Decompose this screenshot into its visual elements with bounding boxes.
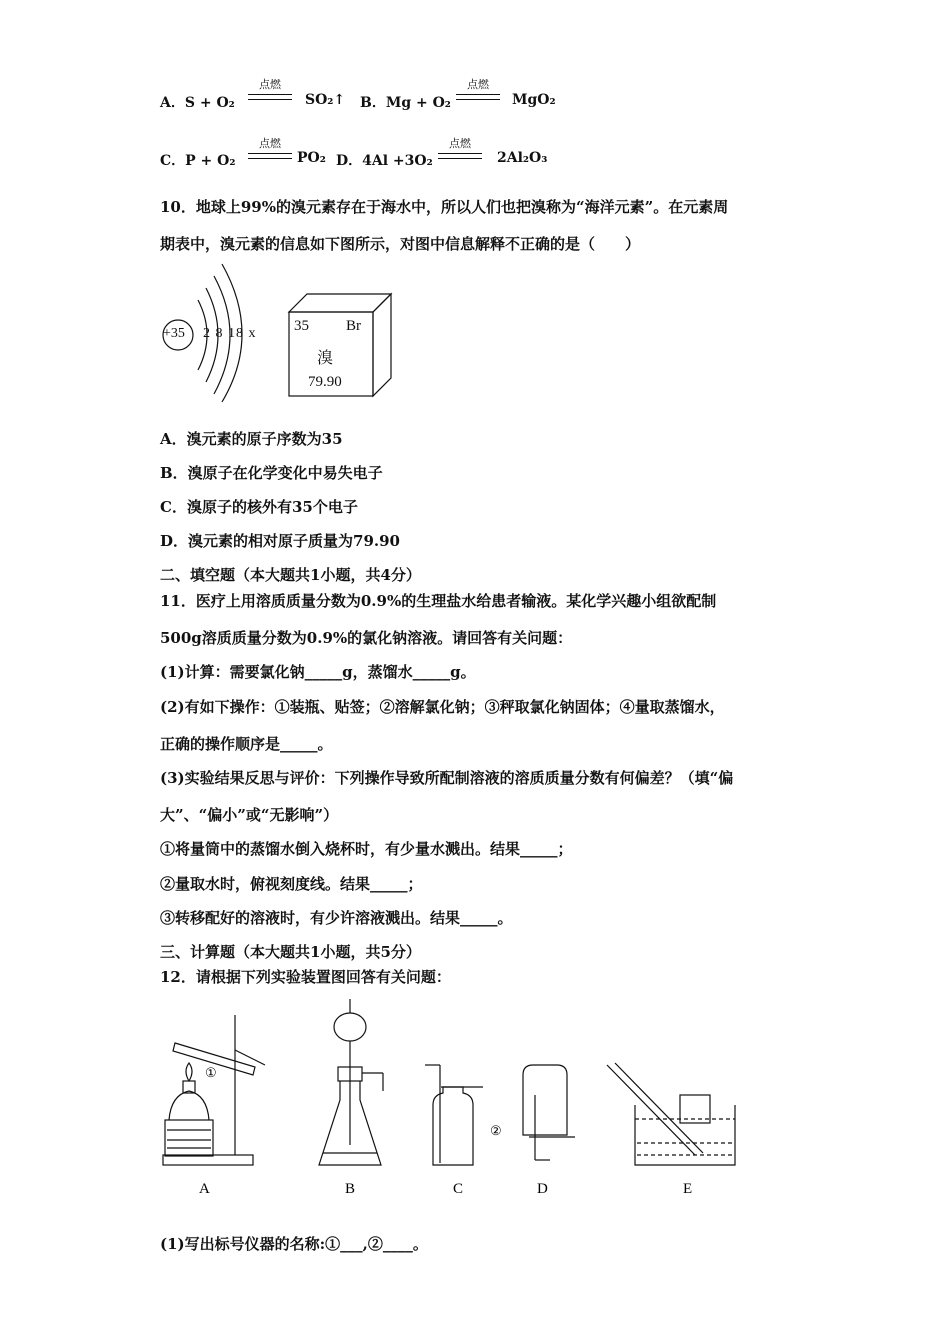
- apparatus-e: [607, 1063, 735, 1165]
- q10-option-a: A．溴元素的原子序数为35: [160, 430, 343, 448]
- q9-a-condition: 点燃: [259, 78, 281, 91]
- q11-part3-line1: (3)实验结果反思与评价：下列操作导致所配制溶液的溶质质量分数有何偏差？（填“偏: [160, 769, 734, 787]
- apparatus-d: [523, 1065, 575, 1160]
- apparatus-label-d: D: [537, 1181, 548, 1197]
- q9-b-condition: 点燃: [467, 78, 489, 91]
- q9-option-b: B．Mg + O₂: [360, 95, 451, 111]
- electron-shell-counts: 2 8 18 x: [203, 326, 257, 341]
- q11-item1: ①将量筒中的蒸馏水倒入烧杯时，有少量水溅出。结果_____；: [160, 840, 573, 858]
- q12-stem: 12．请根据下列实验装置图回答有关问题：: [160, 968, 451, 986]
- q9-a-product: SO₂↑: [305, 92, 346, 108]
- q9-option-a: A．S + O₂: [160, 95, 235, 111]
- q10-stem-line2: 期表中，溴元素的信息如下图所示，对图中信息解释不正确的是（ ）: [160, 235, 641, 253]
- q10-option-c: C．溴原子的核外有35个电子: [160, 498, 358, 516]
- apparatus-a-mark: ①: [205, 1065, 217, 1080]
- apparatus-c-mark: ②: [490, 1123, 502, 1138]
- q11-item3: ③转移配好的溶液时，有少许溶液溅出。结果_____。: [160, 909, 513, 927]
- q10-stem-line1: 10．地球上99%的溴元素存在于海水中，所以人们也把溴称为“海洋元素”。在元素周: [160, 198, 729, 216]
- q11-item2: ②量取水时，俯视刻度线。结果_____；: [160, 875, 423, 893]
- section-3-heading: 三、计算题（本大题共1小题，共5分）: [160, 943, 421, 961]
- q10-option-b: B．溴原子在化学变化中易失电子: [160, 464, 383, 482]
- q9-b-product: MgO₂: [512, 92, 556, 108]
- q12-part1: (1)写出标号仪器的名称:①___,②____。: [160, 1235, 428, 1253]
- q9-d-arrow: [438, 153, 482, 159]
- apparatus-label-a: A: [199, 1181, 210, 1197]
- q9-option-d: D．4Al +3O₂: [336, 153, 433, 169]
- nucleus-charge: +35: [163, 326, 185, 341]
- q9-d-product: 2Al₂O₃: [497, 150, 548, 166]
- element-atomic-number: 35: [294, 318, 309, 334]
- q11-part1: (1)计算：需要氯化钠_____g，蒸馏水_____g。: [160, 663, 476, 681]
- q9-d-condition: 点燃: [449, 137, 471, 150]
- apparatus-a: [163, 1015, 265, 1165]
- apparatus-label-c: C: [453, 1181, 464, 1197]
- element-name: 溴: [317, 348, 334, 367]
- q9-c-product: PO₂: [297, 150, 326, 166]
- q10-option-d: D．溴元素的相对原子质量为79.90: [160, 532, 400, 550]
- q9-c-condition: 点燃: [259, 137, 281, 150]
- apparatus-b: [319, 999, 383, 1165]
- element-atomic-mass: 79.90: [308, 374, 342, 390]
- q11-stem-line1: 11．医疗上用溶质质量分数为0.9%的生理盐水给患者输液。某化学兴趣小组欲配制: [160, 592, 717, 610]
- apparatus-label-b: B: [345, 1181, 356, 1197]
- q9-b-arrow: [456, 94, 500, 100]
- apparatus-label-e: E: [683, 1181, 693, 1197]
- q9-a-arrow: [248, 94, 292, 100]
- q11-part3-line2: 大”、“偏小”或“无影响”）: [160, 806, 339, 824]
- q11-stem-line2: 500g溶质质量分数为0.9%的氯化钠溶液。请回答有关问题：: [160, 629, 573, 647]
- q11-part2-line2: 正确的操作顺序是_____。: [160, 735, 333, 753]
- q9-option-c: C．P + O₂: [160, 153, 236, 169]
- q9-c-arrow: [248, 153, 292, 159]
- lab-apparatus-figure: [155, 995, 755, 1197]
- apparatus-c: [425, 1065, 483, 1165]
- element-symbol: Br: [346, 318, 361, 334]
- q11-part2-line1: (2)有如下操作：①装瓶、贴签；②溶解氯化钠；③秤取氯化钠固体；④量取蒸馏水，: [160, 698, 725, 716]
- section-2-heading: 二、填空题（本大题共1小题，共4分）: [160, 566, 421, 584]
